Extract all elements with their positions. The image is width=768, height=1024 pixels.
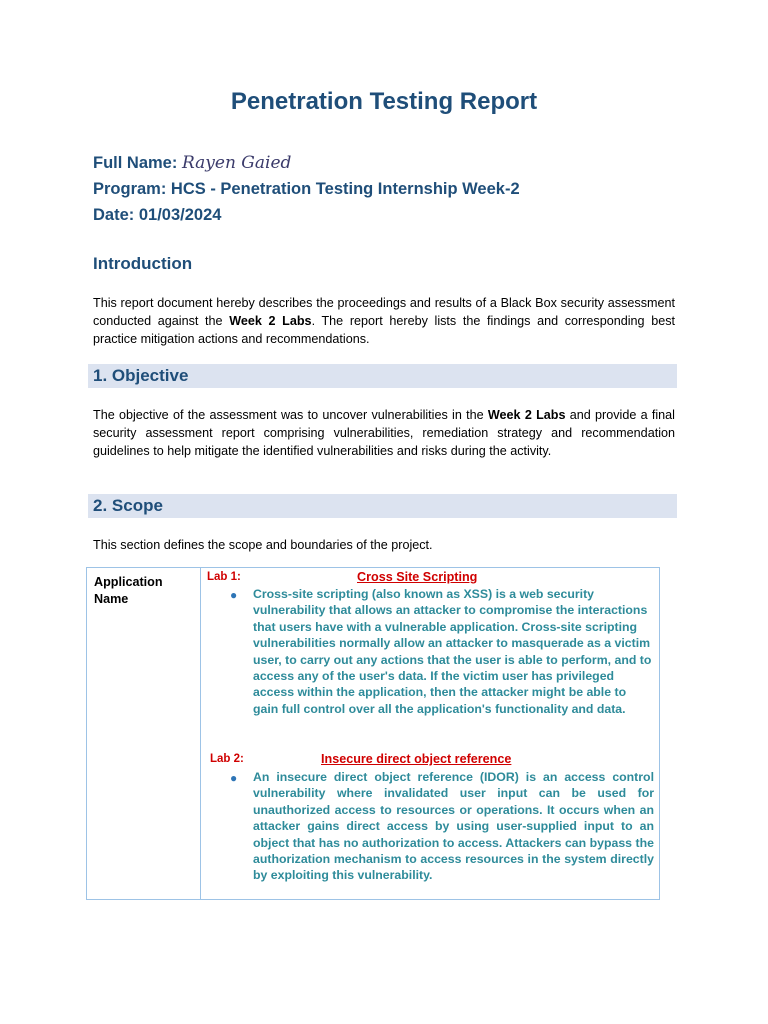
objective-text-bold: Week 2 Labs <box>487 408 566 422</box>
scope-paragraph: This section defines the scope and boundaries of the project. <box>93 538 433 552</box>
full-name-label: Full Name: <box>93 154 178 172</box>
application-name-label: Application Name <box>94 575 163 606</box>
introduction-text-b: . The report hereby lists the findings and corresponding best practice mitigation actions and recommendations. <box>93 314 675 346</box>
report-meta <box>93 150 520 228</box>
objective-text-b: and provide a final security assessment report comprising vulnerabilities, remediation strategy and recommendation guidelines to help mitigate the identified vulnerabilities and risks during the activity. <box>93 408 675 458</box>
introduction-text-a: This report document hereby describes the proceedings and results of a Black Box security assessment conducted against the <box>93 296 675 328</box>
introduction-heading: Introduction <box>93 254 193 273</box>
full-name-row <box>93 150 520 176</box>
introduction-text-bold: Week 2 Labs <box>229 314 312 328</box>
scope-heading: 2. Scope <box>93 496 163 515</box>
program-line: Program: HCS - Penetration Testing Internship Week-2 <box>93 180 520 198</box>
lab2-title: Insecure direct object reference <box>321 752 512 766</box>
objective-heading: 1. Objective <box>93 366 189 385</box>
lab2-description: An insecure direct object reference (IDOR) is an access control vulnerability where invalidated user input can be used for unauthorized access to resources or operations. It occurs when an attacker gains direct access by using user-supplied input to an object that has no authorization to access. Attackers can bypass the authorization mechanism to access resources in the system directly by exploiting this vulnerability. <box>253 770 654 883</box>
objective-paragraph <box>93 406 675 460</box>
objective-section-bar <box>88 364 677 388</box>
lab2-tag: Lab 2: <box>210 753 244 765</box>
scope-table <box>86 567 660 900</box>
objective-text-a: The objective of the assessment was to uncover vulnerabilities in the <box>93 408 488 422</box>
lab1-title: Cross Site Scripting <box>357 570 478 584</box>
introduction-paragraph <box>93 294 675 348</box>
lab1-tag: Lab 1: <box>207 571 241 583</box>
table-column-divider <box>200 568 201 899</box>
report-title: Penetration Testing Report <box>230 88 538 115</box>
lab1-bullet: ● <box>230 588 238 602</box>
lab1-description: Cross-site scripting (also known as XSS) is a web security vulnerability that allows an attacker to compromise the interactions that users have with a vulnerable application. Cross-site scripting vulnerabilities normally allow an attacker to masquerade as a victim user, to carry out any actions that the user is able to perform, and to access any of the user's data. If the victim user has privileged access within the application, then the attacker might be able to gain full control over all the application's functionality and data. <box>253 587 652 716</box>
full-name-value: Rayen Gaied <box>181 153 292 173</box>
scope-section-bar <box>88 494 677 518</box>
lab2-bullet: ● <box>230 771 238 785</box>
date-line: Date: 01/03/2024 <box>93 206 222 224</box>
